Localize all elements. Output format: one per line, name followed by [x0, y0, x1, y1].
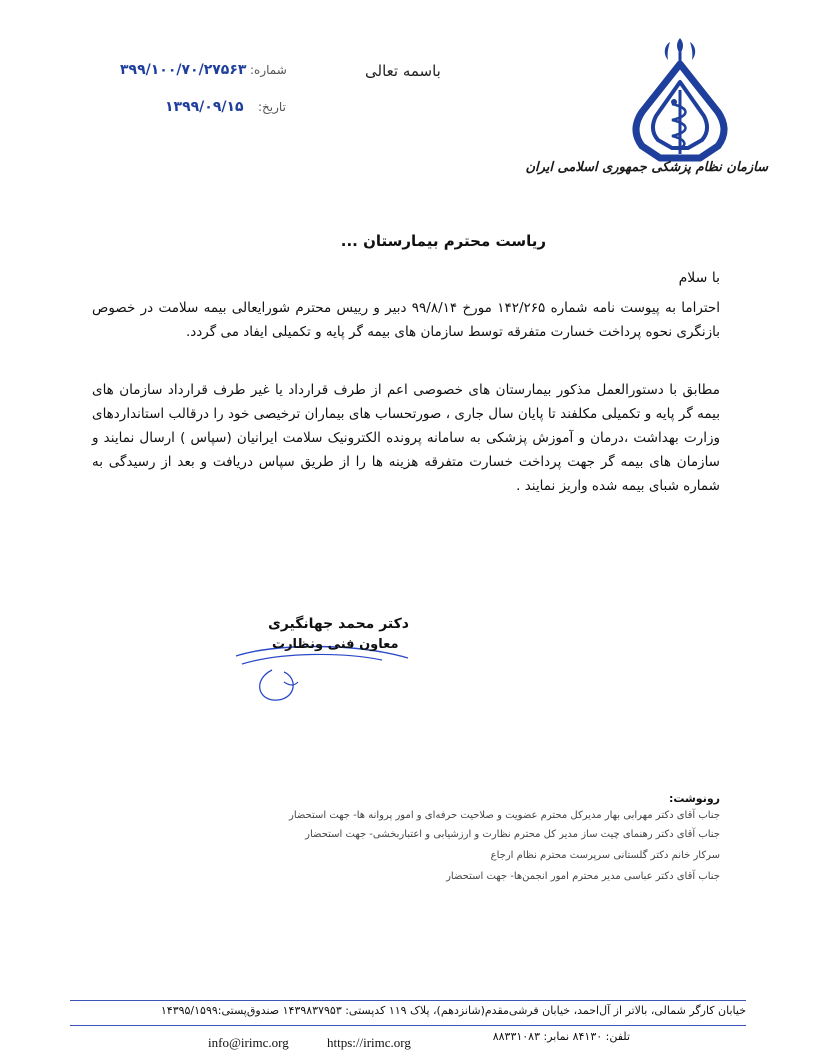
- bismillah-heading: باسمه تعالی: [365, 62, 441, 80]
- signatory-title: معاون فنی ونظارت: [272, 637, 399, 652]
- paragraph-2: مطابق با دستورالعمل مذکور بیمارستان های خصوصی اعم از طرف قرارداد یا غیر طرف قرارداد سازمان های بیمه گر پایه و تکمیلی مکلفند تا پایان سال جاری ، صورتحساب های بیماران ترخیصی خود را درقالب استانداردهای وزارت بهداشت ،درمان و آموزش پزشکی به سامانه پرونده الکترونیک سلامت ایرانیان (سپاس ) ارسال نمایند و سازمان های بیمه گر جهت پرداخت خسارت متفرقه هزینه ها را از طریق سپاس دریافت و بعد از رسیدگی به شماره شبای بیمه شده واریز نمایند .: [92, 382, 720, 494]
- signatory-name: دکتر محمد جهانگیری: [268, 616, 409, 632]
- number-label: شماره:: [250, 63, 287, 77]
- addressee: ریاست محترم بیمارستان ...: [340, 232, 546, 250]
- cc-item: سرکار خانم دکتر گلستانی سرپرست محترم نظام ارجاع: [490, 850, 720, 861]
- footer-divider-top: [70, 1000, 746, 1001]
- date-value: ۱۳۹۹/۰۹/۱۵: [165, 99, 244, 115]
- footer-phones: تلفن: ۸۴۱۳۰ نمابر: ۸۸۳۳۱۰۸۳: [492, 1030, 630, 1043]
- cc-item: جناب آقای دکتر عباسی مدیر محترم امور انجمن‌ها- جهت استحضار: [446, 871, 720, 882]
- date-label: تاریخ:: [258, 100, 286, 114]
- footer-email-link[interactable]: info@irimc.org: [208, 1035, 289, 1050]
- footer-address: خیابان کارگر شمالی، بالاتر از آل‌احمد، خیابان فرشی‌مقدم(شانزدهم)، پلاک ۱۱۹ کدپستی: ۱۴۳۹۸۳۷۹۵۳ صندوق‌پستی:۱۴۳۹۵/۱۵۹۹: [160, 1004, 746, 1017]
- cc-title: رونوشت:: [668, 792, 720, 805]
- footer-divider-bottom: [70, 1025, 746, 1026]
- logo-caption: سازمان نظام پزشکی جمهوری اسلامی ایران: [525, 160, 768, 175]
- paragraph-1: احتراما به پیوست نامه شماره ۱۴۲/۲۶۵ مورخ ۹۹/۸/۱۴ دبیر و رییس محترم شورایعالی بیمه سلامت در خصوص بازنگری نحوه پرداخت خسارت متفرقه توسط سازمان های بیمه گر پایه و تکمیلی ایفاد می گردد.: [92, 300, 720, 340]
- footer-website-link[interactable]: https://irimc.org: [327, 1035, 411, 1050]
- salutation: با سلام: [678, 270, 720, 286]
- cc-item: جناب آقای دکتر رهنمای چیت ساز مدیر کل محترم نظارت و ارزشیابی و اعتباربخشی- جهت استحضار: [305, 829, 720, 840]
- cc-item: جناب آقای دکتر مهرابی بهار مدیرکل محترم عضویت و صلاحیت حرفه‌ای و امور پروانه ها- جهت استحضار: [288, 810, 720, 821]
- number-value: ۳۹۹/۱۰۰/۷۰/۲۷۵۶۳: [120, 62, 247, 78]
